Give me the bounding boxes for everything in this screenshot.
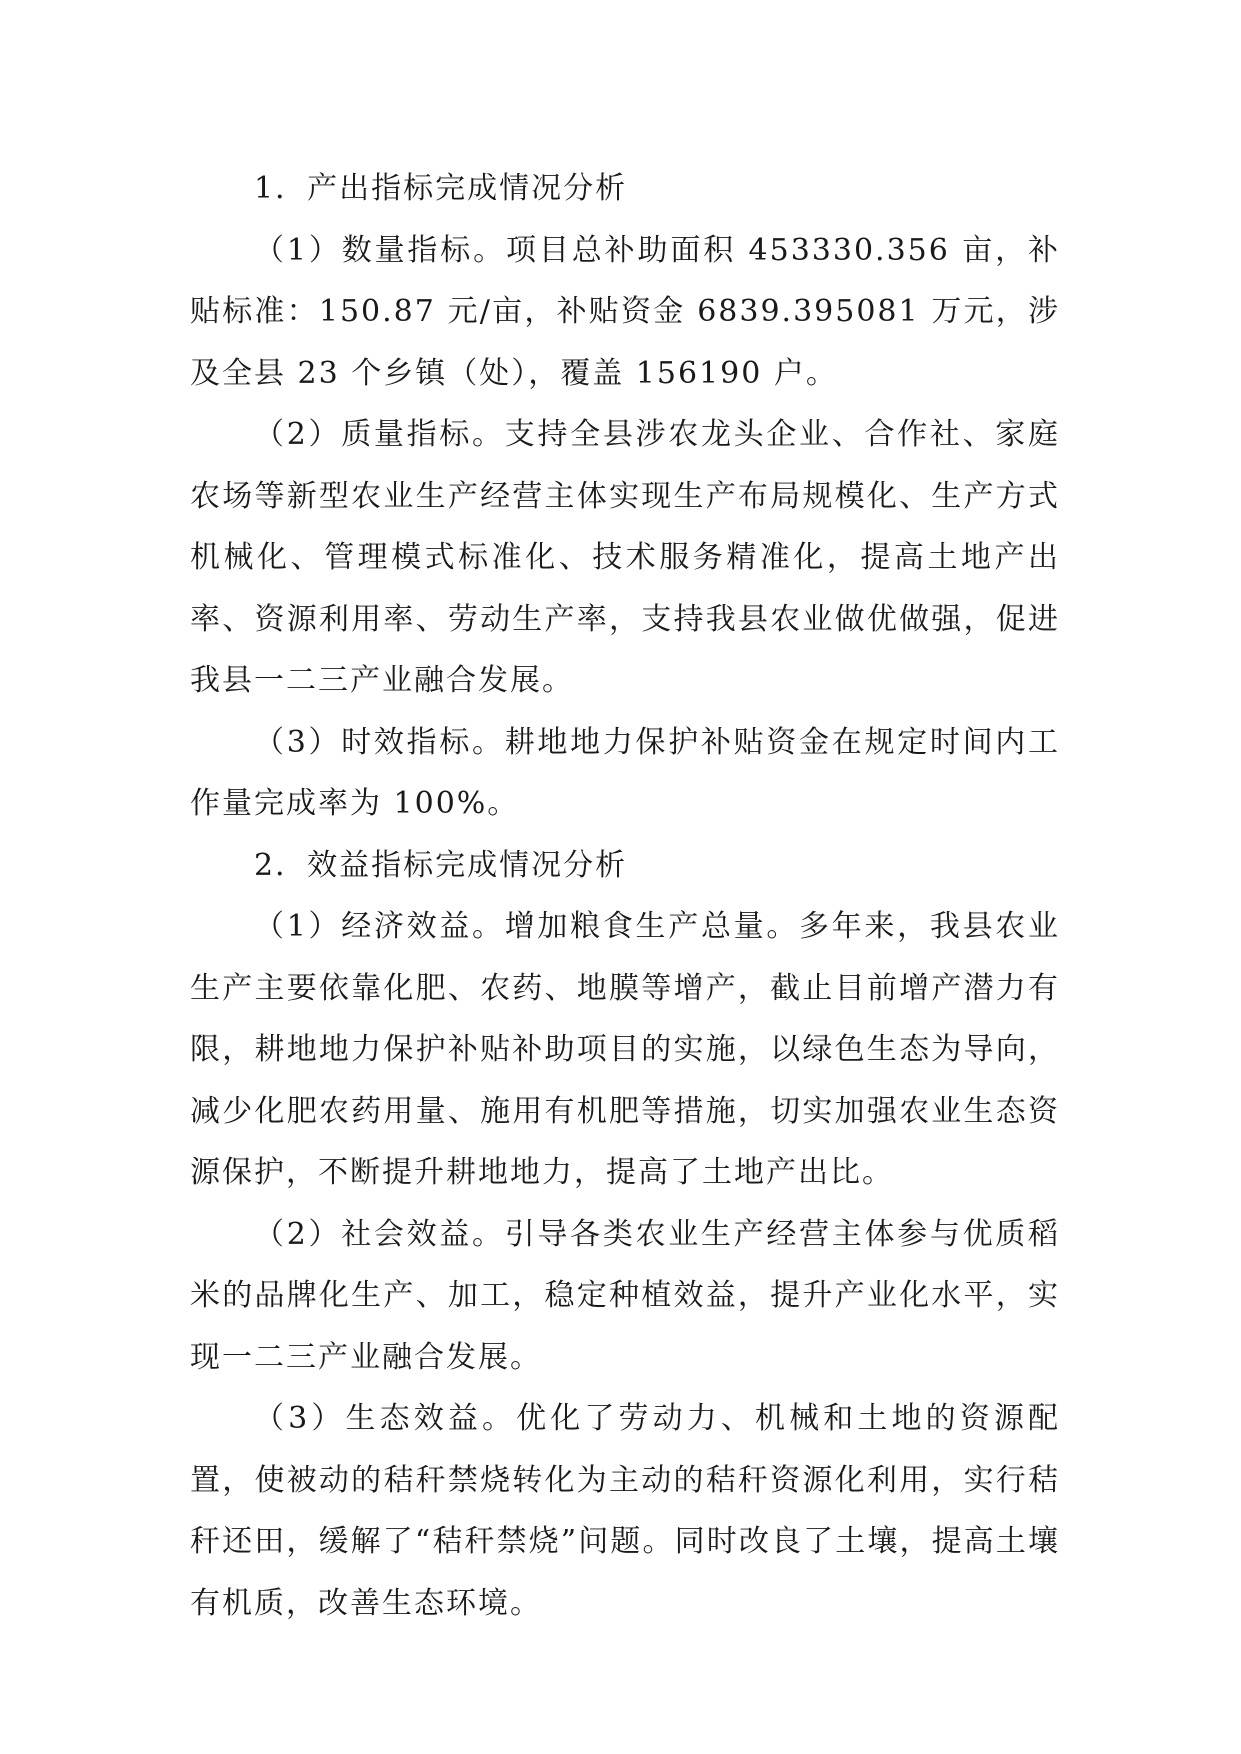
paragraph-timeliness-indicator: （3）时效指标。耕地地力保护补贴资金在规定时间内工作量完成率为 100%。	[190, 724, 1060, 821]
paragraph-quality-indicator: （2）质量指标。支持全县涉农龙头企业、合作社、家庭农场等新型农业生产经营主体实现生产布局规模化、生产方式机械化、管理模式标准化、技术服务精准化，提高土地产出率、资源利用率、劳动生产率，支持我县农业做优做强，促进我县一二三产业融合发展。	[190, 417, 1060, 698]
section-heading-output: 1．产出指标完成情况分析	[254, 171, 628, 206]
paragraph-economic-benefit: （1）经济效益。增加粮食生产总量。多年来，我县农业生产主要依靠化肥、农药、地膜等增产，截止目前增产潜力有限，耕地地力保护补贴补助项目的实施，以绿色生态为导向，减少化肥农药用量、施用有机肥等措施，切实加强农业生态资源保护，不断提升耕地地力，提高了土地产出比。	[190, 909, 1060, 1190]
paragraph-social-benefit: （2）社会效益。引导各类农业生产经营主体参与优质稻米的品牌化生产、加工，稳定种植效益，提升产业化水平，实现一二三产业融合发展。	[190, 1216, 1060, 1375]
paragraph-quantity-indicator: （1）数量指标。项目总补助面积 453330.356 亩，补贴标准：150.87 元/亩，补贴资金 6839.395081 万元，涉及全县 23 个乡镇（处），覆盖 156190 户。	[190, 232, 1060, 391]
section-heading-benefit: 2．效益指标完成情况分析	[254, 847, 628, 883]
document-body	[190, 158, 1060, 1634]
paragraph-ecological-benefit: （3）生态效益。优化了劳动力、机械和土地的资源配置，使被动的秸秆禁烧转化为主动的秸秆资源化利用，实行秸秆还田，缓解了“秸秆禁烧”问题。同时改良了土壤，提高土壤有机质，改善生态环境。	[190, 1401, 1060, 1621]
